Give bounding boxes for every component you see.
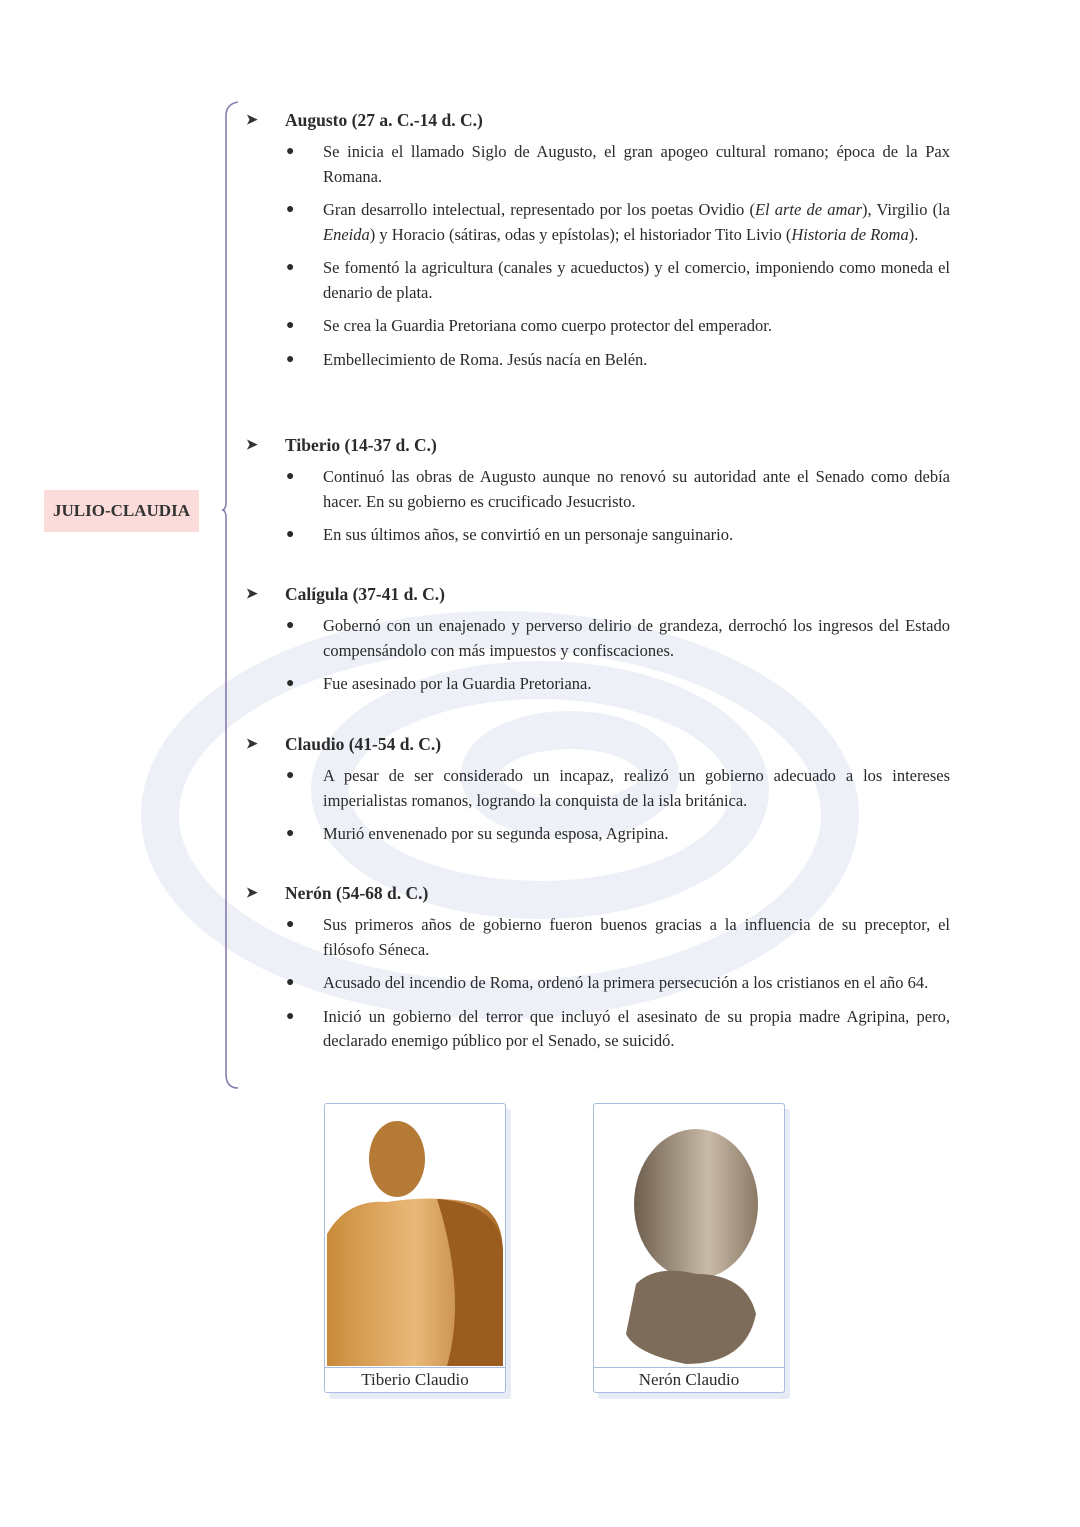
section-title: Tiberio (14-37 d. C.) bbox=[285, 434, 437, 455]
item-text: Continuó las obras de Augusto aunque no renovó su autoridad ante el Senado como debía hacer. En su gobierno es crucificado Jesucristo. bbox=[323, 467, 950, 511]
section-title: Claudio (41-54 d. C.) bbox=[285, 733, 442, 754]
list-item bbox=[246, 913, 950, 962]
item-text: Se crea la Guardia Pretoriana como cuerpo protector del emperador. bbox=[323, 316, 772, 335]
item-text: Fue asesinado por la Guardia Pretoriana. bbox=[323, 674, 592, 693]
emperor-section bbox=[246, 108, 950, 381]
section-heading bbox=[246, 108, 950, 132]
bullet-icon: ● bbox=[286, 469, 295, 484]
list-item bbox=[246, 256, 950, 305]
neron-bust-image bbox=[596, 1114, 782, 1366]
arrow-bullet-icon: ➤ bbox=[246, 112, 258, 128]
item-text: Se fomentó la agricultura (canales y acueductos) y el comercio, imponiendo como moneda el denario de plata. bbox=[323, 258, 950, 302]
item-text: Gobernó con un enajenado y perverso delirio de grandeza, derrochó los ingresos del Estado compensándolo con más impuestos y confiscaciones. bbox=[323, 616, 950, 660]
section-heading bbox=[246, 582, 950, 606]
bullet-icon: ● bbox=[286, 318, 295, 333]
item-text: Sus primeros años de gobierno fueron buenos gracias a la influencia de su preceptor, el filósofo Séneca. bbox=[323, 915, 950, 959]
section-heading bbox=[246, 732, 950, 756]
section-title: Calígula (37-41 d. C.) bbox=[285, 583, 445, 604]
bullet-icon: ● bbox=[286, 768, 295, 783]
list-item bbox=[246, 198, 950, 247]
italic-title: El arte de amar bbox=[754, 200, 863, 219]
dynasty-label: JULIO-CLAUDIA bbox=[44, 490, 199, 532]
italic-title: Historia de Roma bbox=[791, 224, 909, 244]
bullet-icon: ● bbox=[286, 527, 295, 542]
bullet-icon: ● bbox=[286, 260, 295, 275]
item-text: Murió envenenado por su segunda esposa, Agripina. bbox=[323, 824, 669, 843]
section-heading bbox=[246, 881, 950, 905]
item-text: Embellecimiento de Roma. Jesús nacía en Belén. bbox=[323, 349, 648, 369]
bullet-icon: ● bbox=[286, 618, 295, 633]
emperor-section bbox=[246, 732, 950, 856]
bullet-icon: ● bbox=[286, 202, 295, 217]
list-item bbox=[246, 465, 950, 514]
section-title: Augusto (27 a. C.-14 d. C.) bbox=[285, 109, 483, 130]
tiberio-statue-image bbox=[327, 1114, 503, 1366]
figure-neron bbox=[593, 1103, 785, 1393]
item-text: ) y Horacio (sátiras, odas y epístolas); el historiador Tito Livio ( bbox=[369, 224, 792, 244]
bullet-icon: ● bbox=[286, 351, 295, 367]
list-item bbox=[246, 348, 950, 373]
bullet-icon: ● bbox=[286, 826, 295, 841]
item-text: Gran desarrollo intelectual, representado por los poetas Ovidio ( bbox=[323, 200, 755, 219]
item-text: Se inicia el llamado Siglo de Augusto, el gran apogeo cultural romano; época de la Pax Romana. bbox=[323, 142, 950, 186]
item-text: ). bbox=[908, 224, 919, 244]
arrow-bullet-icon: ➤ bbox=[246, 437, 258, 453]
list-item bbox=[246, 614, 950, 663]
bracket bbox=[222, 100, 242, 1092]
bullet-icon: ● bbox=[286, 1008, 295, 1024]
section-title: Nerón (54-68 d. C.) bbox=[285, 882, 429, 903]
list-item bbox=[246, 822, 950, 847]
list-item bbox=[246, 140, 950, 189]
bullet-icon: ● bbox=[286, 144, 295, 159]
list-item bbox=[246, 314, 950, 339]
bullet-icon: ● bbox=[286, 676, 295, 691]
list-item bbox=[246, 523, 950, 548]
emperor-section bbox=[246, 433, 950, 557]
item-text: Acusado del incendio de Roma, ordenó la primera persecución a los cristianos en el año 64. bbox=[323, 973, 929, 992]
section-heading bbox=[246, 433, 950, 457]
figure-caption: Nerón Claudio bbox=[594, 1367, 784, 1392]
arrow-bullet-icon: ➤ bbox=[246, 885, 258, 901]
item-text: ), Virgilio (la bbox=[862, 200, 950, 219]
list-item bbox=[246, 764, 950, 813]
item-text: A pesar de ser considerado un incapaz, realizó un gobierno adecuado a los intereses imperialistas romanos, logrando la conquista de la isla británica. bbox=[323, 766, 950, 810]
item-text: Inició un gobierno del terror que incluyó el asesinato de su propia madre Agripina, pero, declarado enemigo público por el Senado, se suicidó. bbox=[323, 1006, 950, 1050]
emperor-section bbox=[246, 881, 950, 1063]
arrow-bullet-icon: ➤ bbox=[246, 736, 258, 752]
list-item bbox=[246, 1005, 950, 1054]
arrow-bullet-icon: ➤ bbox=[246, 586, 258, 602]
bullet-icon: ● bbox=[286, 917, 295, 932]
list-item bbox=[246, 971, 950, 996]
figure-tiberio bbox=[324, 1103, 506, 1393]
list-item bbox=[246, 672, 950, 697]
bullet-icon: ● bbox=[286, 975, 295, 990]
emperor-section bbox=[246, 582, 950, 706]
item-text: En sus últimos años, se convirtió en un personaje sanguinario. bbox=[323, 525, 734, 544]
figure-caption: Tiberio Claudio bbox=[325, 1367, 505, 1392]
italic-title: Eneida bbox=[323, 224, 370, 244]
